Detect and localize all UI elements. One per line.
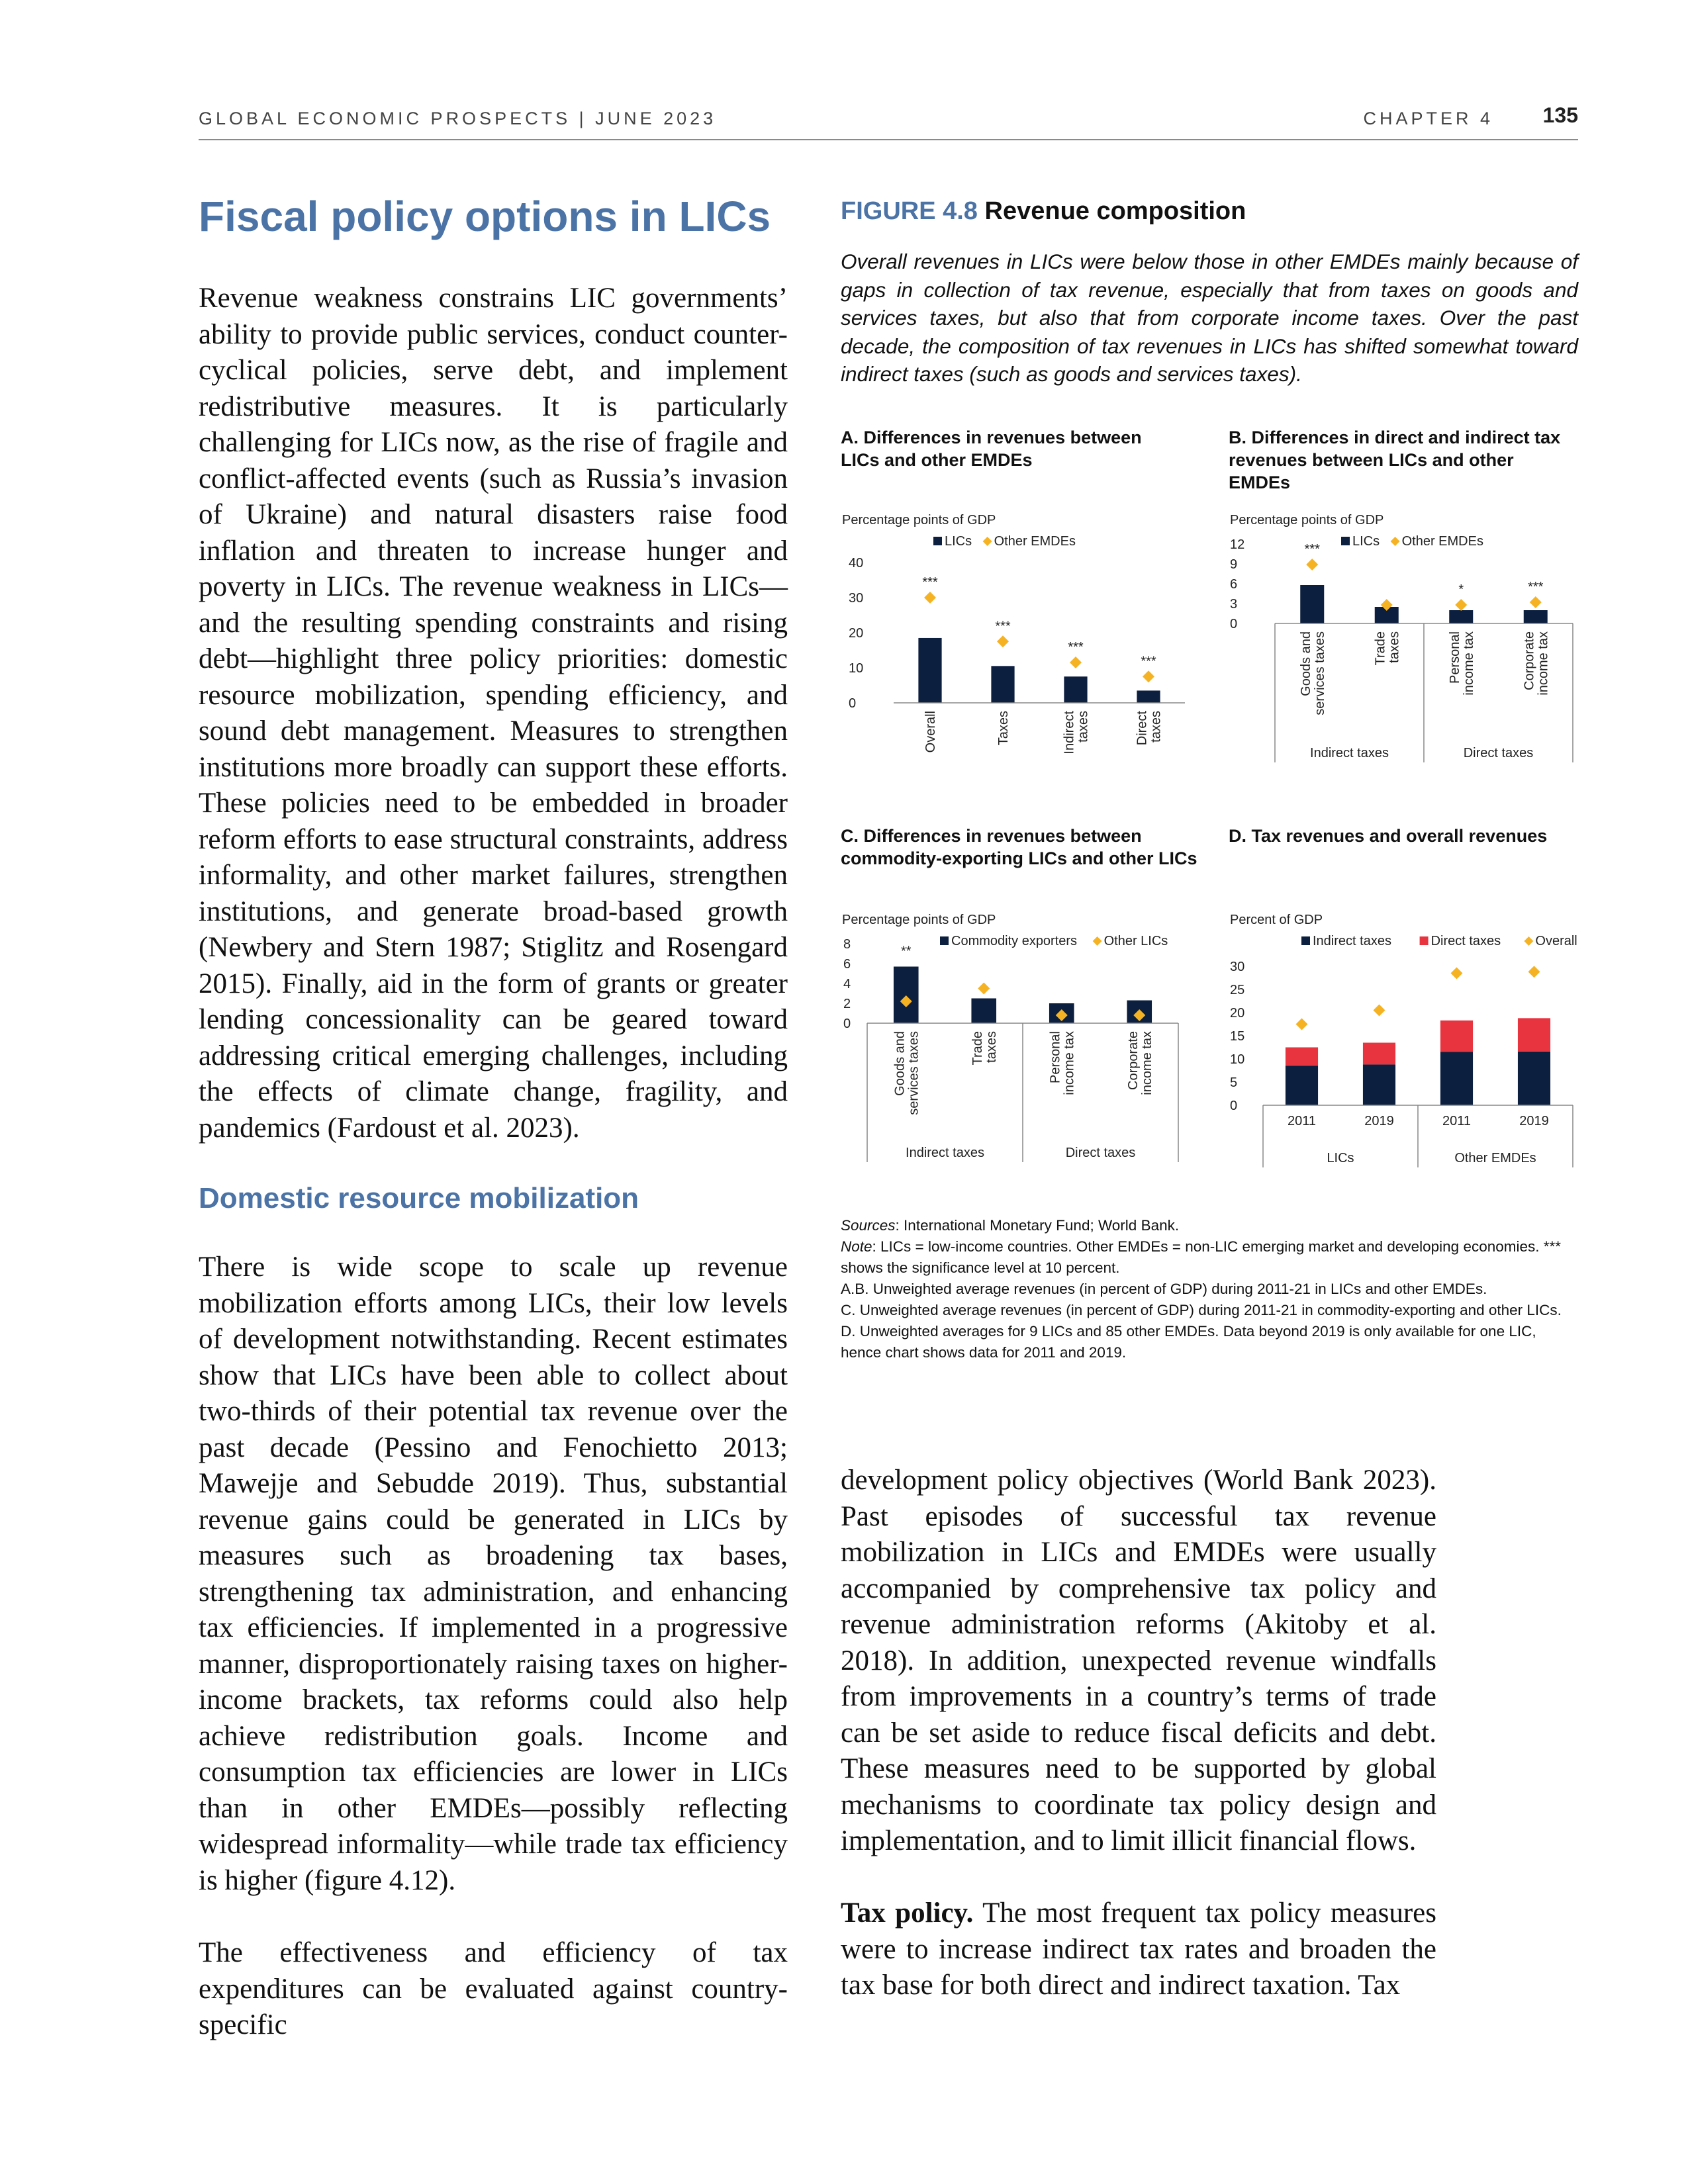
group-label: Other EMDEs: [1454, 1151, 1536, 1165]
significance-label: *: [1458, 582, 1464, 597]
chart-panel-d: [1229, 909, 1579, 1174]
x-category-label: income tax: [1461, 631, 1476, 696]
y-axis-unit-label: Percent of GDP: [1230, 913, 1323, 927]
running-header: [199, 103, 1578, 140]
body-paragraph-4: development policy objectives (World Bank 2023). Past episodes of successful tax revenue mobilization in LICs and EMDEs were usually accompanied by comprehensive tax policy and revenue administration reforms (Akitoby et al. 2018). In addition, unexpected revenue windfalls from improvements in a country’s terms of trade can be set aside to reduce fiscal deficits and debt. These measures need to be supported by global mechanisms to coordinate tax policy design and implementation, and to limit illicit financial flows.: [841, 1465, 1436, 1856]
x-category-label: income tax: [1139, 1031, 1154, 1095]
x-category-label: services taxes: [906, 1031, 921, 1115]
legend-label-1: Direct taxes: [1430, 934, 1501, 948]
legend-label-1: Other EMDEs: [994, 534, 1076, 549]
x-category-label: taxes: [1076, 711, 1091, 743]
x-category-label: Taxes: [996, 711, 1011, 746]
marker-overall: [1374, 1005, 1385, 1017]
group-label: LICs: [1327, 1151, 1354, 1165]
y-tick-label: 5: [1230, 1075, 1238, 1090]
y-tick-label: 8: [843, 937, 851, 952]
body-paragraph-3: The effectiveness and efficiency of tax expenditures can be evaluated against country-specific: [199, 1937, 788, 2040]
group-label: Indirect taxes: [1310, 746, 1389, 760]
legend-marker-1: [1391, 537, 1400, 546]
marker-other-emdes: [1455, 599, 1467, 611]
y-tick-label: 10: [849, 661, 864, 676]
figure-sources-notes: [841, 1215, 1578, 1363]
figure-number: FIGURE 4.8: [841, 197, 978, 225]
panel-d-title: D. Tax revenues and overall revenues: [1229, 826, 1548, 846]
y-tick-label: 15: [1230, 1029, 1245, 1044]
x-category-label: income tax: [1062, 1031, 1077, 1095]
y-tick-label: 12: [1230, 537, 1245, 552]
marker-other-emdes: [997, 635, 1009, 647]
bar-commodity-exporters: [894, 967, 919, 1024]
panel-a-title: A. Differences in revenues between LICs and other EMDEs: [841, 428, 1142, 470]
x-category-label: Personal: [1048, 1031, 1063, 1083]
legend-label-1: Other LICs: [1103, 934, 1168, 948]
x-category-label: taxes: [984, 1031, 999, 1063]
y-tick-label: 20: [1230, 1006, 1245, 1021]
y-axis-unit-label: Percentage points of GDP: [1230, 513, 1384, 527]
x-category-label: 2019: [1519, 1114, 1549, 1128]
y-tick-label: 0: [1230, 617, 1238, 631]
marker-overall: [1451, 968, 1463, 979]
panel-c-title: C. Differences in revenues between commodity-exporting LICs and other LICs: [841, 826, 1197, 868]
legend-swatch-1: [1420, 936, 1429, 945]
marker-other-lics: [978, 983, 990, 995]
body-paragraph-2: There is wide scope to scale up revenue mobilization efforts among LICs, their low levels of development notwithstanding. Recent estimates show that LICs have been able to collect about two-thirds of their potential tax revenue over the past decade (Pessino and Fenochietto 2013; Mawejje and Sebudde 2019). Thus, substantial revenue gains could be generated in LICs by measures such as broadening tax bases, strengthening tax administration, and enhancing tax efficiencies. If implemented in a progressive manner, disproportionately raising taxes on higher-income brackets, tax reforms could also help achieve redistribution goals. Income and consumption tax efficiencies are lower in LICs than in other EMDEs—possibly reflecting widespread informality—while trade tax efficiency is higher (figure 4.12).: [199, 1251, 788, 1896]
bar-lics: [1300, 585, 1324, 623]
marker-other-emdes: [1530, 596, 1542, 608]
x-category-label: Personal: [1447, 631, 1462, 684]
tax-policy-text: The most frequent tax policy measures were to increase indirect tax rates and broaden the tax base for both direct and indirect taxation. Tax: [841, 1897, 1436, 2001]
y-tick-label: 40: [849, 556, 864, 570]
y-tick-label: 25: [1230, 983, 1245, 997]
chart-panel-a: [841, 510, 1198, 781]
significance-label: ***: [995, 619, 1011, 634]
legend-swatch-0: [940, 936, 949, 945]
x-category-label: Corporate: [1125, 1031, 1141, 1090]
bar-indirect-taxes: [1286, 1066, 1318, 1106]
x-category-label: Goods and: [892, 1031, 908, 1096]
marker-overall: [1296, 1019, 1308, 1030]
bar-direct-taxes: [1363, 1043, 1395, 1065]
figure-name: Revenue composition: [984, 197, 1246, 225]
x-category-label: Direct: [1135, 711, 1150, 746]
y-tick-label: 6: [843, 957, 851, 972]
bar-indirect-taxes: [1518, 1052, 1550, 1105]
bar-direct-taxes: [1518, 1018, 1550, 1051]
bar-lics: [1137, 690, 1160, 703]
x-category-label: Goods and: [1298, 631, 1313, 696]
marker-other-emdes: [1070, 657, 1082, 668]
group-label: Direct taxes: [1065, 1146, 1136, 1160]
bar-direct-taxes: [1440, 1021, 1473, 1052]
chapter-label: CHAPTER 4: [1363, 109, 1493, 128]
significance-label: ***: [1528, 580, 1544, 594]
y-tick-label: 30: [849, 591, 864, 606]
group-label: Direct taxes: [1463, 746, 1534, 760]
chart-panel-c: [841, 909, 1198, 1174]
bar-lics: [1064, 676, 1087, 703]
note-c: C. Unweighted average revenues (in percent of GDP) during 2011-21 in commodity-exporting and other LICs.: [841, 1302, 1562, 1318]
y-tick-label: 3: [1230, 597, 1238, 612]
y-tick-label: 6: [1230, 577, 1238, 592]
chart-panel-b: [1229, 510, 1579, 774]
legend-marker-1: [1093, 936, 1102, 946]
legend-swatch-0: [1341, 537, 1350, 545]
tax-policy-label: Tax policy.: [841, 1897, 974, 1929]
legend-marker-1: [983, 537, 992, 546]
marker-other-emdes: [1143, 670, 1154, 682]
figure-title: [841, 197, 1246, 226]
legend-label-2: Overall: [1535, 934, 1577, 948]
x-category-label: Corporate: [1522, 631, 1537, 690]
significance-label: ***: [1068, 640, 1084, 655]
y-tick-label: 0: [843, 1017, 851, 1031]
significance-label: ***: [1304, 542, 1320, 557]
note-d: D. Unweighted averages for 9 LICs and 85 other EMDEs. Data beyond 2019 is only available for one LIC, hence chart shows data for 2011 and 2019.: [841, 1323, 1536, 1361]
y-tick-label: 10: [1230, 1052, 1245, 1067]
note-line: Note: LICs = low-income countries. Other EMDEs = non-LIC emerging market and developing economies. *** shows the significance level at 10 percent.: [841, 1238, 1562, 1276]
x-category-label: Overall: [923, 711, 938, 753]
bar-indirect-taxes: [1440, 1052, 1473, 1106]
y-tick-label: 20: [849, 626, 864, 641]
y-tick-label: 9: [1230, 557, 1238, 572]
figure-subtitle: Overall revenues in LICs were below those in other EMDEs mainly because of gaps in collection of tax revenue, especially that from taxes on goods and services taxes, but also that from corporate income taxes. Over the past decade, the composition of tax revenues in LICs has shifted somewhat toward indirect taxes (such as goods and services taxes).: [841, 250, 1578, 386]
x-category-label: services taxes: [1312, 631, 1327, 715]
panel-b-title: B. Differences in direct and indirect tax revenues between LICs and other EMDEs: [1229, 428, 1561, 492]
x-category-label: taxes: [1149, 711, 1164, 743]
legend-swatch-0: [1301, 936, 1310, 945]
bar-lics: [1524, 610, 1548, 623]
bar-direct-taxes: [1286, 1048, 1318, 1066]
subheading-domestic-resource-mobilization: Domestic resource mobilization: [199, 1182, 639, 1214]
y-axis-unit-label: Percentage points of GDP: [842, 913, 996, 927]
legend-label-0: Commodity exporters: [951, 934, 1078, 948]
y-axis-unit-label: Percentage points of GDP: [842, 513, 996, 527]
bar-indirect-taxes: [1363, 1064, 1395, 1105]
significance-label: ***: [922, 575, 938, 590]
section-title: Fiscal policy options in LICs: [199, 193, 771, 240]
x-category-label: taxes: [1387, 631, 1402, 663]
legend-label-0: LICs: [1352, 534, 1380, 549]
y-tick-label: 4: [843, 977, 851, 991]
publication-title: GLOBAL ECONOMIC PROSPECTS | JUNE 2023: [199, 109, 717, 128]
marker-other-emdes: [1306, 559, 1318, 570]
x-category-label: 2019: [1364, 1114, 1394, 1128]
legend-label-1: Other EMDEs: [1401, 534, 1483, 549]
body-paragraph-1: Revenue weakness constrains LIC governments’ ability to provide public services, conduct counter-cyclical policies, serve debt, and implement redistributive measures. It is particularly challenging for LICs now, as the rise of fragile and conflict-affected events (such as Russia’s invasion of Ukraine) and natural disasters raise food inflation and threaten to increase hunger and poverty in LICs. The revenue weakness in LICs—and the resulting spending constraints and rising debt—highlight three policy priorities: domestic resource mobilization, spending efficiency, and sound debt management. Measures to strengthen institutions more broadly can support these efforts. These policies need to be embedded in broader reform efforts to ease structural constraints, address informality, and other market failures, strengthen institutions, and generate broad-based growth (Newbery and Stern 1987; Stiglitz and Rosengard 2015). Finally, aid in the form of grants or greater lending concessionality can be geared toward addressing critical emerging challenges, including the effects of climate change, fragility, and pandemics (Fardoust et al. 2023).: [199, 283, 788, 1144]
legend-label-0: LICs: [945, 534, 972, 549]
note-ab: A.B. Unweighted average revenues (in percent of GDP) during 2011-21 in LICs and other EMDEs.: [841, 1281, 1487, 1297]
y-tick-label: 0: [1230, 1099, 1238, 1113]
x-category-label: Trade: [970, 1031, 985, 1066]
bar-lics: [991, 666, 1014, 703]
y-tick-label: 0: [849, 696, 857, 711]
marker-overall: [1528, 966, 1540, 978]
x-category-label: Trade: [1373, 631, 1388, 666]
significance-label: ***: [1141, 654, 1156, 669]
x-category-label: 2011: [1287, 1114, 1317, 1128]
group-label: Indirect taxes: [906, 1146, 984, 1160]
body-paragraph-5: [841, 1895, 1436, 2004]
y-tick-label: 2: [843, 997, 851, 1011]
legend-swatch-0: [933, 537, 942, 545]
bar-commodity-exporters: [971, 999, 996, 1024]
x-category-label: Indirect: [1062, 711, 1077, 754]
page-number: 135: [1542, 103, 1578, 127]
x-category-label: 2011: [1442, 1114, 1472, 1128]
significance-label: **: [900, 944, 912, 959]
legend-marker-2: [1524, 936, 1533, 946]
bar-lics: [1449, 610, 1473, 623]
x-category-label: income tax: [1536, 631, 1551, 696]
legend-label-0: Indirect taxes: [1313, 934, 1391, 948]
sources-line: Sources: International Monetary Fund; World Bank.: [841, 1217, 1180, 1234]
bar-lics: [918, 638, 941, 703]
y-tick-label: 30: [1230, 960, 1245, 974]
marker-other-emdes: [924, 592, 936, 604]
